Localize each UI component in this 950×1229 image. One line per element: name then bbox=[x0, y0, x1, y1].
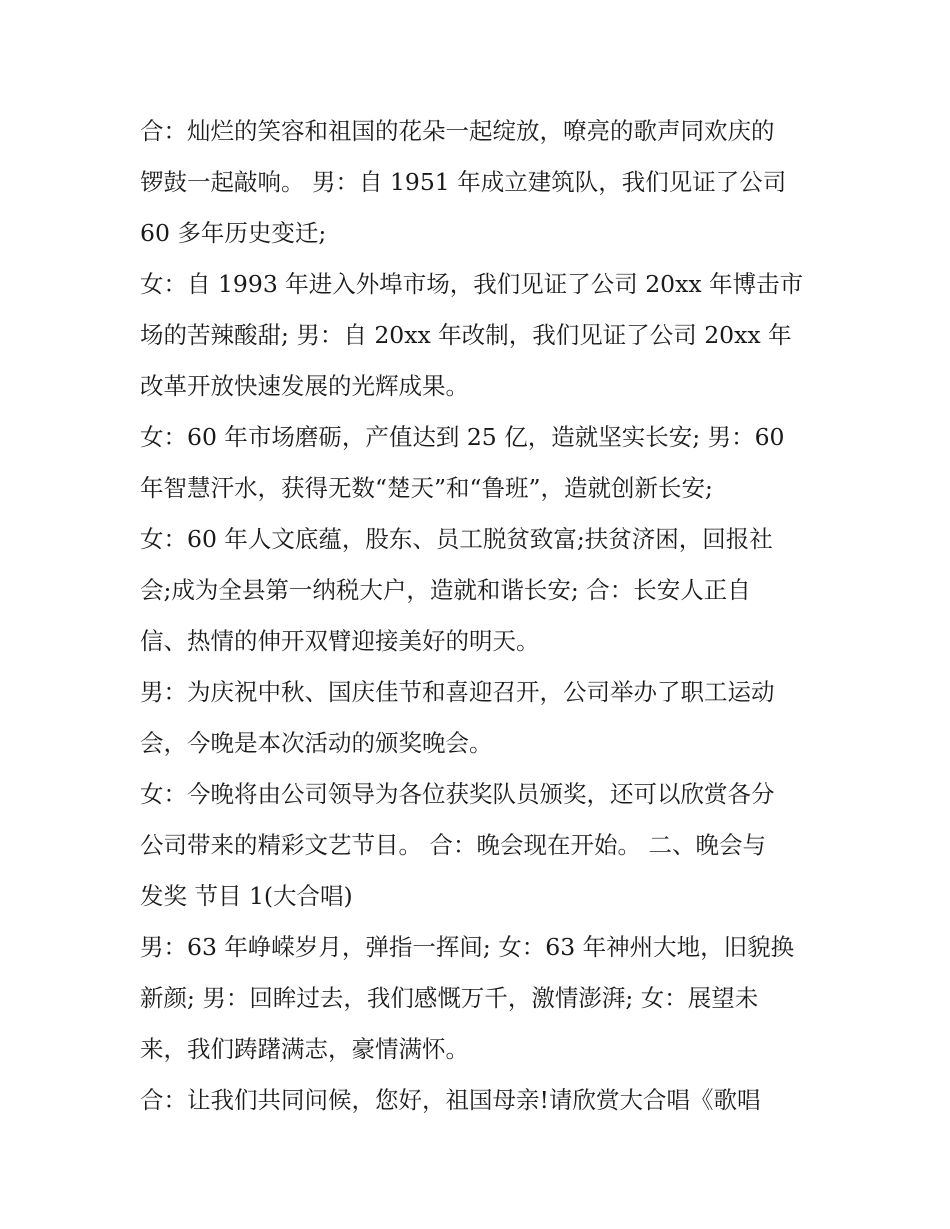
text-line: 会;成为全县第一纳税大户，造就和谐长安; 合：长安人正自 bbox=[140, 576, 751, 604]
text-line: 新颜; 男：回眸过去，我们感慨万千，激情澎湃; 女：展望未 bbox=[140, 984, 759, 1012]
text-line: 发奖 节目 1(大合唱) bbox=[140, 882, 353, 910]
text-line: 女：60 年人文底蕴，股东、员工脱贫致富;扶贫济困，回报社 bbox=[140, 525, 773, 553]
text-line: 来，我们踌躇满志，豪情满怀。 bbox=[140, 1035, 469, 1063]
text-line: 60 多年历史变迁; bbox=[140, 219, 327, 247]
text-line: 男：63 年峥嵘岁月，弹指一挥间; 女：63 年神州大地，旧貌换 bbox=[140, 933, 795, 961]
text-line: 合：让我们共同问候，您好，祖国母亲!请欣赏大合唱《歌唱 bbox=[140, 1086, 761, 1114]
text-line: 会，今晚是本次活动的颁奖晚会。 bbox=[140, 729, 493, 757]
text-line: 女：今晚将由公司领导为各位获奖队员颁奖，还可以欣赏各分 bbox=[140, 780, 775, 808]
text-line: 女：自 1993 年进入外埠市场，我们见证了公司 20xx 年博击市 bbox=[140, 270, 804, 298]
text-line: 信、热情的伸开双臂迎接美好的明天。 bbox=[140, 627, 540, 655]
text-line: 改革开放快速发展的光辉成果。 bbox=[140, 372, 469, 400]
text-line: 场的苦辣酸甜; 男：自 20xx 年改制，我们见证了公司 20xx 年 bbox=[140, 321, 792, 349]
text-line: 合：灿烂的笑容和祖国的花朵一起绽放，嘹亮的歌声同欢庆的 bbox=[140, 117, 775, 145]
text-line: 公司带来的精彩文艺节目。 合：晚会现在开始。 二、晚会与 bbox=[140, 831, 766, 859]
text-line: 锣鼓一起敲响。 男：自 1951 年成立建筑队，我们见证了公司 bbox=[140, 168, 787, 196]
text-line: 年智慧汗水，获得无数“楚天”和“鲁班”，造就创新长安; bbox=[140, 474, 713, 502]
document-text-body bbox=[140, 106, 815, 1126]
text-line: 男：为庆祝中秋、国庆佳节和喜迎召开，公司举办了职工运动 bbox=[140, 678, 775, 706]
text-line: 女：60 年市场磨砺，产值达到 25 亿，造就坚实长安; 男：60 bbox=[140, 423, 785, 451]
